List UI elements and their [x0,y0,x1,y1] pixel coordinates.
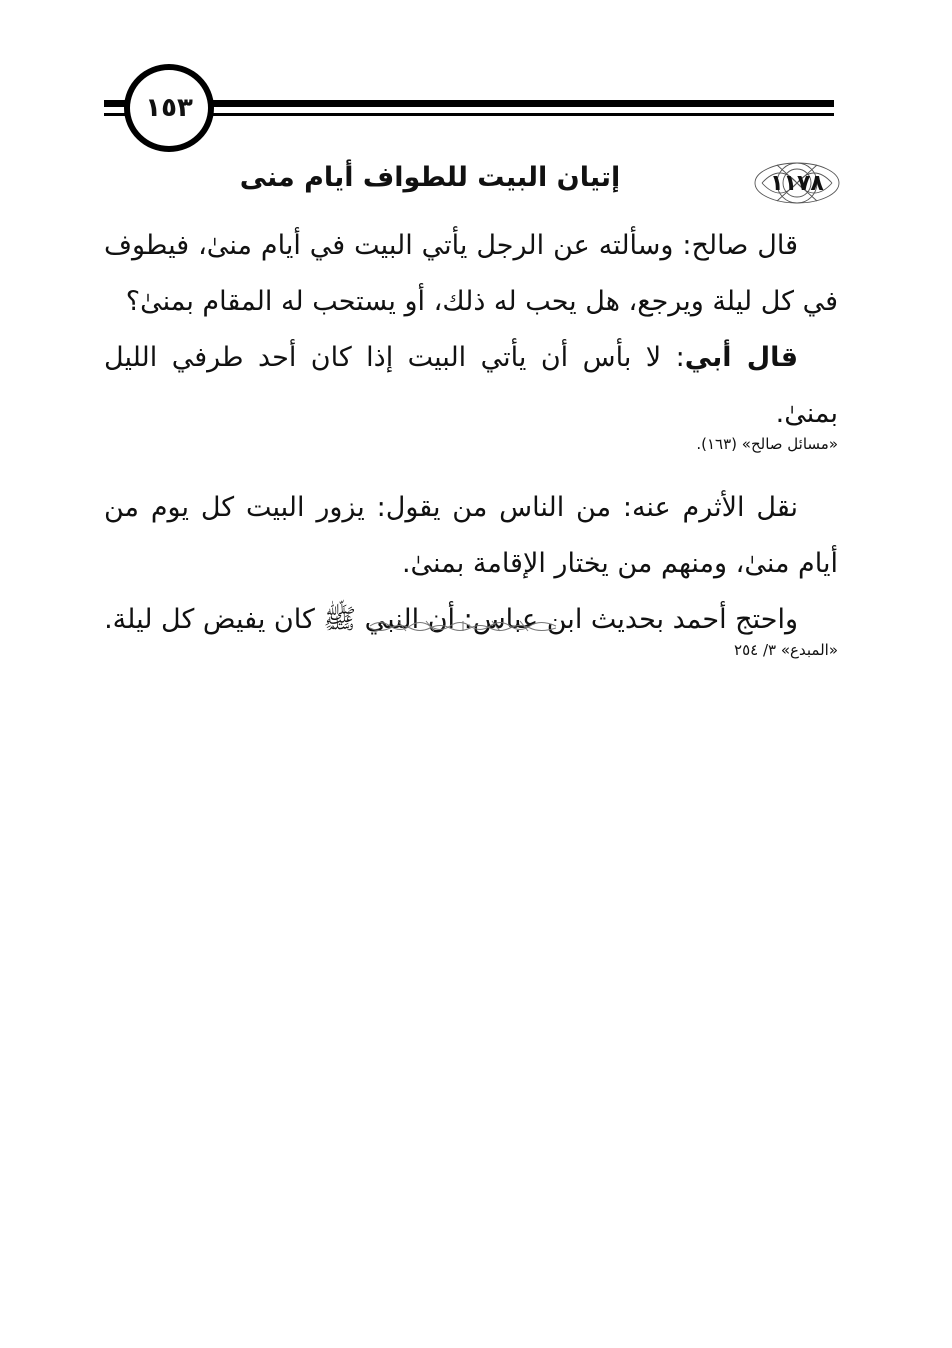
section-title: إتيان البيت للطواف أيام منى [239,162,621,193]
citation-mubdi: «المبدع» ٣/ ٢٥٤ [734,641,838,659]
paragraph-text: قال صالح: وسألته عن الرجل يأتي البيت في أيام منىٰ، فيطوف في كل ليلة ويرجع، هل يحب له ذلك، أو يستحب له المقام بمنىٰ؟ [104,230,838,317]
speaker-label: قال أبي [684,342,798,373]
paragraph-text: : لا بأس أن يأتي البيت إذا كان أحد طرفي الليل بمنىٰ. [104,342,838,429]
citation-masail-saleh: «مسائل صالح» (١٦٣). [696,435,838,453]
entry-number-badge [750,160,844,206]
text-body [104,218,838,686]
paragraph-athram-report [104,480,838,592]
page-number: ١٥٣ [124,64,214,152]
paragraph-ahmad-answer [104,330,838,442]
entry-number: ١١٧٨ [770,170,824,196]
paragraph-text: نقل الأثرم عنه: من الناس من يقول: يزور البيت كل يوم من أيام منىٰ، ومنهم من يختار الإقامة بمنىٰ. [104,492,838,579]
page-header [0,0,952,170]
paragraph-saleh-question [104,218,838,330]
divider-ornament-icon [368,618,558,634]
paragraph-text: واحتج أحمد بحديث ابن عباس: أن النبي ﷺ كان يفيض كل ليلة. [104,604,798,635]
